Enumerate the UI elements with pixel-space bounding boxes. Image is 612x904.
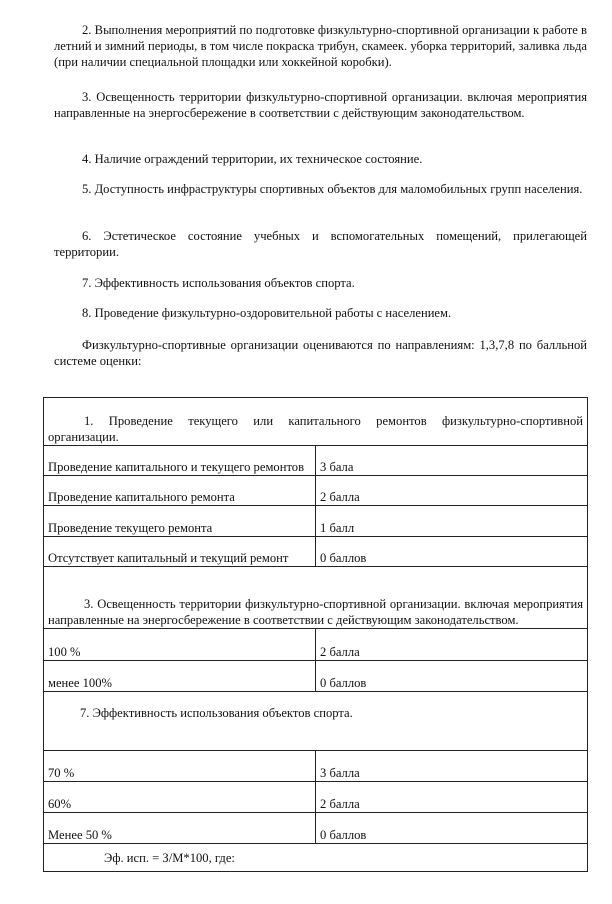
criterion-cell: Проведение капитального и текущего ремонтов bbox=[44, 446, 316, 476]
table-row bbox=[44, 661, 588, 692]
evaluation-table bbox=[43, 397, 588, 872]
criterion-cell: Отсутствует капитальный и текущий ремонт bbox=[44, 537, 316, 567]
formula-row bbox=[44, 844, 588, 872]
paragraph-2: 2. Выполнения мероприятий по подготовке физкультурно-спортивной организации к работе в летний и зимний периоды, в том числе покраска трибун, скамеек. уборка территорий, заливка льда (при наличии специальной площадки или хоккейной коробки). bbox=[54, 23, 587, 69]
criterion-cell: 100 % bbox=[44, 629, 316, 661]
score-cell: 3 балла bbox=[316, 751, 588, 782]
score-cell: 0 баллов bbox=[316, 661, 588, 692]
efficiency-formula: Эф. исп. = З/М*100, где: bbox=[44, 844, 588, 872]
section-3-heading: 3. Освещенность территории физкультурно-спортивной организации. включая мероприятия направленные на энергосбережение в соответствии с действующим законодательством. bbox=[44, 567, 588, 629]
evaluation-intro: Физкультурно-спортивные организации оцениваются по направлениям: 1,3,7,8 по балльной системе оценки: bbox=[54, 338, 587, 368]
section-heading-row bbox=[44, 692, 588, 751]
score-cell: 3 бала bbox=[316, 446, 588, 476]
score-cell: 2 балла bbox=[316, 629, 588, 661]
criterion-cell: 70 % bbox=[44, 751, 316, 782]
criterion-cell: 60% bbox=[44, 782, 316, 813]
table-row bbox=[44, 476, 588, 506]
score-cell: 2 балла bbox=[316, 782, 588, 813]
paragraph-4: 4. Наличие ограждений территории, их техническое состояние. bbox=[82, 152, 423, 166]
section-heading-row bbox=[44, 567, 588, 629]
criterion-cell: Менее 50 % bbox=[44, 813, 316, 844]
paragraph-5: 5. Доступность инфраструктуры спортивных объектов для маломобильных групп населения. bbox=[82, 182, 583, 196]
score-cell: 0 баллов bbox=[316, 813, 588, 844]
table-row bbox=[44, 537, 588, 567]
score-cell: 1 балл bbox=[316, 506, 588, 537]
section-1-heading: 1. Проведение текущего или капитального ремонтов физкультурно-спортивной организации. bbox=[44, 398, 588, 446]
table-row bbox=[44, 813, 588, 844]
table-row bbox=[44, 506, 588, 537]
table-row bbox=[44, 751, 588, 782]
table-row bbox=[44, 782, 588, 813]
criterion-cell: Проведение капитального ремонта bbox=[44, 476, 316, 506]
paragraph-6: 6. Эстетическое состояние учебных и вспомогательных помещений, прилегающей территории. bbox=[54, 229, 587, 259]
criterion-cell: Проведение текущего ремонта bbox=[44, 506, 316, 537]
paragraph-7: 7. Эффективность использования объектов спорта. bbox=[82, 276, 355, 290]
paragraph-3: 3. Освещенность территории физкультурно-спортивной организации. включая мероприятия направленные на энергосбережение в соответствии с действующим законодательством. bbox=[54, 90, 587, 120]
table-row bbox=[44, 629, 588, 661]
paragraph-8: 8. Проведение физкультурно-оздоровительной работы с населением. bbox=[82, 306, 452, 320]
section-heading-row bbox=[44, 398, 588, 446]
section-7-heading: 7. Эффективность использования объектов спорта. bbox=[44, 692, 588, 751]
score-cell: 2 балла bbox=[316, 476, 588, 506]
score-cell: 0 баллов bbox=[316, 537, 588, 567]
table-row bbox=[44, 446, 588, 476]
criterion-cell: менее 100% bbox=[44, 661, 316, 692]
